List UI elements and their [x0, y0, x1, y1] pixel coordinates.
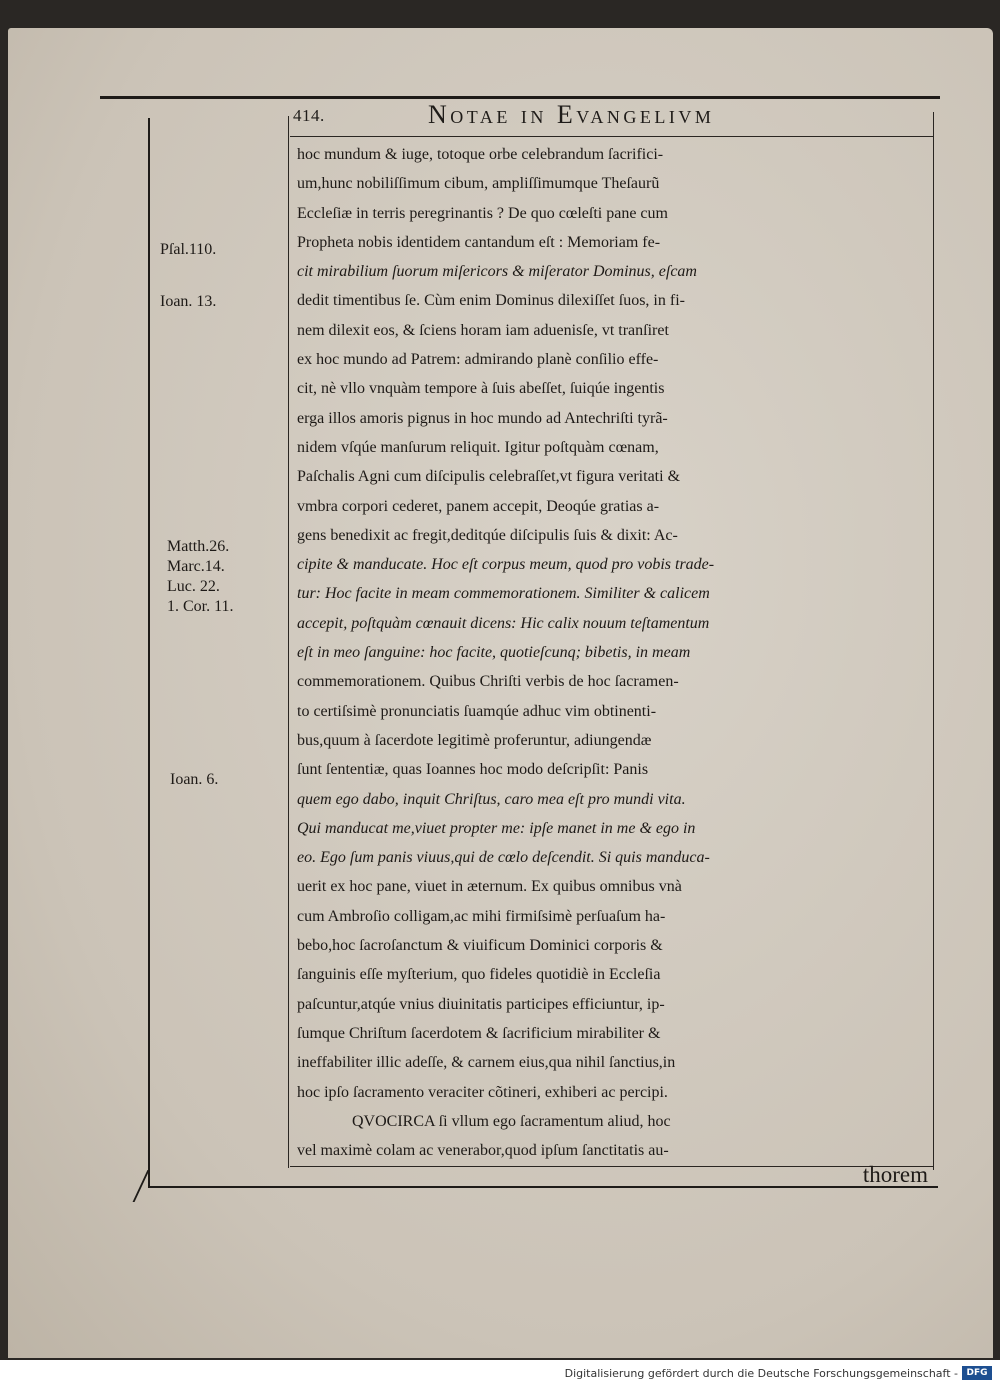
text-line: dedit timentibus ſe. Cùm enim Dominus dilexiſſet ſuos, in fi- — [297, 292, 685, 310]
header-rule — [290, 136, 934, 137]
text-line: hoc ipſo ſacramento veraciter cõtineri, exhiberi ac percipi. — [297, 1083, 668, 1101]
text-line: uerit ex hoc pane, viuet in æternum. Ex quibus omnibus vnà — [297, 878, 682, 896]
marginal-note: Luc. 22. — [167, 578, 220, 595]
text-line: um,hunc nobiliſſimum cibum, ampliſſimumque Theſaurũ — [297, 175, 660, 193]
text-line: bebo,hoc ſacroſanctum & viuificum Dominici corporis & — [297, 937, 663, 955]
running-head: Notae in Evangelivm — [428, 100, 715, 129]
text-line: ex hoc mundo ad Patrem: admirando planè conſilio effe- — [297, 351, 659, 369]
marginal-note: Ioan. 6. — [170, 771, 219, 788]
text-line: cit, nè vllo vnquàm tempore à ſuis abeſſet, ſuiqúe ingentis — [297, 380, 665, 398]
text-line: to certiſsimè pronunciatis ſuamqúe adhuc vim obtinenti- — [297, 702, 657, 720]
text-line: nidem vſqúe manſurum reliquit. Igitur poſtquàm cœnam, — [297, 438, 659, 456]
dfg-logo: DFG — [962, 1366, 992, 1380]
text-line: bus,quum à ſacerdote legitimè proferuntur, adiungendæ — [297, 731, 652, 749]
text-line: cipite & manducate. Hoc eſt corpus meum, quod pro vobis trade- — [297, 556, 715, 574]
body-text — [297, 140, 937, 1165]
text-line: ſanguinis eſſe myſterium, quo fideles quotidiè in Eccleſia — [297, 966, 661, 984]
text-line: erga illos amoris pignus in hoc mundo ad Antechriſti tyrã- — [297, 409, 668, 427]
text-line: hoc mundum & iuge, totoque orbe celebrandum ſacrifici- — [297, 146, 664, 163]
marginal-note: Matth.26. — [167, 538, 230, 555]
marginal-note: 1. Cor. 11. — [167, 598, 234, 615]
text-line: tur: Hoc facite in meam commemorationem. Similiter & calicem — [297, 585, 710, 603]
top-rule — [100, 96, 940, 99]
text-line: Eccleſiæ in terris peregrinantis ? De quo cœleſti pane cum — [297, 204, 668, 222]
text-left-rule — [288, 116, 289, 1168]
text-line: Propheta nobis identidem cantandum eſt : Memoriam fe- — [297, 233, 661, 251]
text-line: quem ego dabo, inquit Chriſtus, caro mea eſt pro mundi vita. — [297, 790, 686, 808]
text-line: eo. Ego ſum panis viuus,qui de cœlo deſcendit. Si quis manduca- — [297, 849, 710, 867]
text-line: gens benedixit ac fregit,deditqúe diſcipulis ſuis & dixit: Ac- — [297, 526, 678, 544]
text-line: paſcuntur,atqúe vnius diuinitatis participes efficiuntur, ip- — [297, 995, 665, 1013]
footer-credit: Digitalisierung gefördert durch die Deutsche Forschungsgemeinschaft - — [564, 1367, 958, 1380]
left-margin-rule — [148, 118, 150, 1188]
text-line: QVOCIRCA ſi vllum ego ſacramentum aliud, hoc — [352, 1112, 671, 1130]
page-number: 414. — [293, 106, 325, 125]
text-bottom-rule — [290, 1166, 934, 1167]
text-line: accepit, poſtquàm cœnauit dicens: Hic calix nouum teſtamentum — [297, 614, 710, 632]
text-line: ſumque Chriſtum ſacerdotem & ſacrificium mirabiliter & — [297, 1024, 661, 1042]
marginal-note: Marc.14. — [167, 558, 225, 575]
marginal-note: Pſal.110. — [160, 241, 217, 258]
text-line: cit mirabilium ſuorum miſericors & miſerator Dominus, eſcam — [297, 263, 697, 281]
bottom-rule — [148, 1186, 938, 1188]
text-line: vmbra corpori cederet, panem accepit, Deoqúe gratias a- — [297, 497, 660, 515]
text-line: Paſchalis Agni cum diſcipulis celebraſſet,vt figura veritati & — [297, 468, 681, 486]
text-line: ſunt ſententiæ, quas Ioannes hoc modo deſcripſit: Panis — [297, 761, 649, 779]
text-line: cum Ambroſio colligam,ac mihi firmiſsimè perſuaſum ha- — [297, 907, 666, 925]
text-line: Qui manducat me,viuet propter me: ipſe manet in me & ego in — [297, 819, 696, 837]
catchword: thorem — [862, 1162, 928, 1187]
text-line: vel maximè colam ac venerabor,quod ipſum ſanctitatis au- — [297, 1142, 669, 1160]
text-line: commemorationem. Quibus Chriſti verbis de hoc ſacramen- — [297, 673, 679, 691]
marginal-note: Ioan. 13. — [160, 293, 217, 310]
text-line: nem dilexit eos, & ſciens horam iam aduenisſe, vt tranſiret — [297, 321, 669, 339]
text-line: ineffabiliter illic adeſſe, & carnem eius,qua nihil ſanctius,in — [297, 1054, 676, 1072]
text-line: eſt in meo ſanguine: hoc facite, quotieſcunq; bibetis, in meam — [297, 644, 691, 662]
